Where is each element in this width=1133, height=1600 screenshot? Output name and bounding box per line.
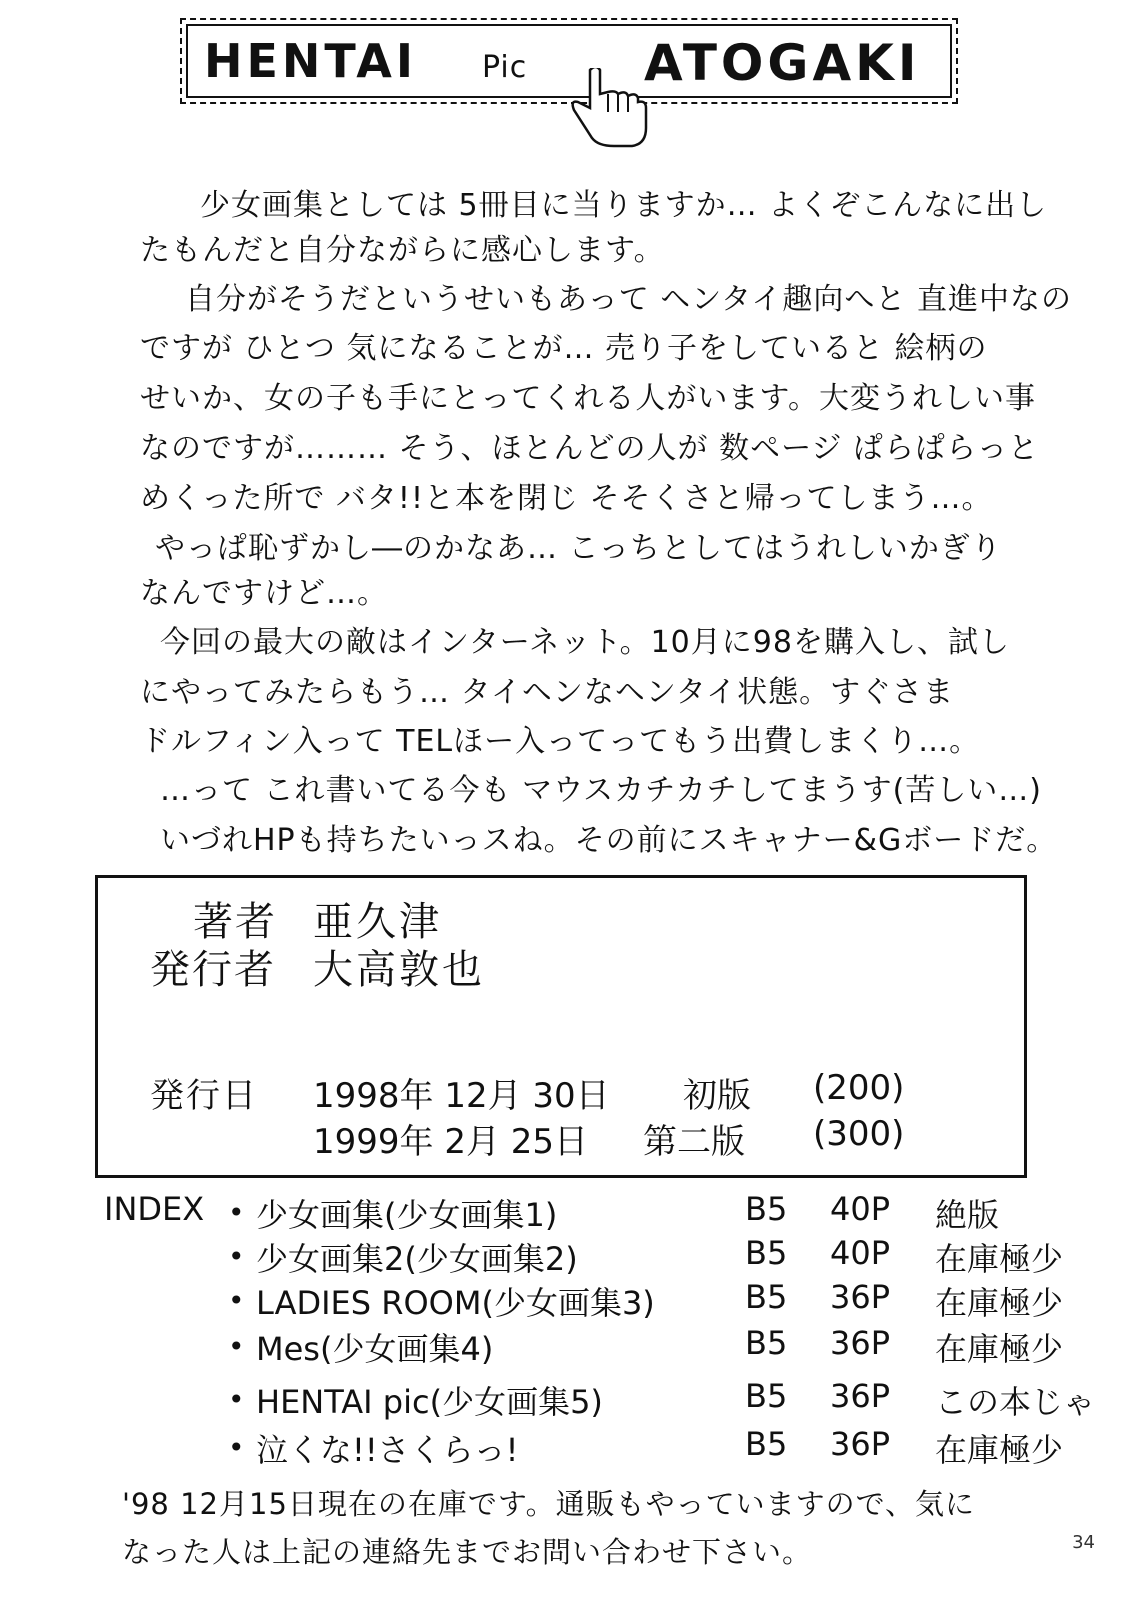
body-line: せいか、女の子も手にとってくれる人がいます。大変うれしい事 (140, 381, 1036, 416)
index-size: B5 (745, 1377, 788, 1415)
edition-date: 1998年 12月 30日 (313, 1076, 610, 1116)
index-status: 絶版 (935, 1196, 1000, 1234)
index-pages: 36P (830, 1377, 891, 1415)
bullet-icon: • (228, 1240, 245, 1273)
body-line: 少女画集としては 5冊目に当りますか… よくぞこんなに出し (200, 188, 1048, 223)
body-line: 今回の最大の敵はインターネット。10月に98を購入し、試し (160, 625, 1010, 660)
index-label: INDEX (104, 1190, 205, 1228)
body-line: めくった所で バタ!!と本を閉じ そそくさと帰ってしまう…。 (140, 481, 993, 516)
title-word-hentai: HENTAI (204, 34, 417, 88)
index-size: B5 (745, 1324, 788, 1362)
body-line: ですが ひとつ 気になることが… 売り子をしていると 絵柄の (140, 331, 988, 366)
body-line: にやってみたらもう… タイヘンなヘンタイ状態。すぐさま (140, 675, 955, 710)
colophon-box (95, 875, 1027, 1178)
index-title: LADIES ROOM(少女画集3) (256, 1284, 655, 1322)
footer-line: なった人は上記の連絡先までお問い合わせ下さい。 (122, 1535, 813, 1569)
index-pages: 40P (830, 1190, 891, 1228)
index-size: B5 (745, 1234, 788, 1272)
title-word-pic: Pic (482, 50, 528, 85)
index-title: Mes(少女画集4) (256, 1330, 494, 1368)
body-line: 自分がそうだというせいもあって ヘンタイ趣向へと 直進中なの (185, 282, 1072, 317)
index-status: 在庫極少 (935, 1240, 1064, 1278)
bullet-icon: • (228, 1383, 245, 1416)
bullet-icon: • (228, 1431, 245, 1464)
title-banner (180, 18, 958, 104)
index-pages: 36P (830, 1425, 891, 1463)
index-title: 少女画集2(少女画集2) (256, 1240, 578, 1278)
edition-name: 初版 (683, 1076, 751, 1116)
index-title: 泣くな!!さくらっ! (256, 1431, 519, 1469)
edition-count: (200) (813, 1068, 905, 1108)
index-size: B5 (745, 1190, 788, 1228)
author-name: 亜久津 (313, 899, 442, 945)
body-line: やっぱ恥ずかし―のかなあ… こっちとしてはうれしいかぎり (155, 531, 1002, 566)
edition-date: 1999年 2月 25日 (313, 1122, 589, 1162)
index-size: B5 (745, 1278, 788, 1316)
index-pages: 40P (830, 1234, 891, 1272)
body-line: なんですけど…。 (140, 576, 388, 611)
pointing-hand-icon (570, 68, 650, 148)
edition-name: 第二版 (643, 1122, 745, 1162)
index-title: 少女画集(少女画集1) (256, 1196, 558, 1234)
body-line: …って これ書いてる今も マウスカチカチしてまうす(苦しい…) (160, 773, 1042, 808)
author-label: 著者 (193, 899, 277, 945)
index-status: 在庫極少 (935, 1431, 1064, 1469)
body-line: ドルフィン入って TELほー入ってってもう出費しまくり…。 (140, 724, 981, 759)
index-pages: 36P (830, 1324, 891, 1362)
edition-count: (300) (813, 1114, 905, 1154)
index-size: B5 (745, 1425, 788, 1463)
title-word-atogaki: ATOGAKI (644, 34, 921, 92)
bullet-icon: • (228, 1284, 245, 1317)
publisher-label: 発行者 (150, 947, 276, 993)
publisher-name: 大高敦也 (313, 947, 485, 993)
index-title: HENTAI pic(少女画集5) (256, 1383, 603, 1421)
footer-line: '98 12月15日現在の在庫です。通販もやっていますので、気に (122, 1487, 975, 1521)
page-number: 34 (1072, 1532, 1095, 1553)
bullet-icon: • (228, 1330, 245, 1363)
body-line: いづれHPも持ちたいっスね。その前にスキャナー&Gボードだ。 (160, 823, 1058, 858)
bullet-icon: • (228, 1196, 245, 1229)
publish-date-label: 発行日 (150, 1076, 258, 1116)
body-line: たもんだと自分ながらに感心します。 (140, 233, 665, 268)
index-status: この本じゃ (935, 1383, 1096, 1421)
index-status: 在庫極少 (935, 1284, 1064, 1322)
index-pages: 36P (830, 1278, 891, 1316)
index-status: 在庫極少 (935, 1330, 1064, 1368)
body-line: なのですが……… そう、ほとんどの人が 数ページ ぱらぱらっと (140, 431, 1040, 466)
